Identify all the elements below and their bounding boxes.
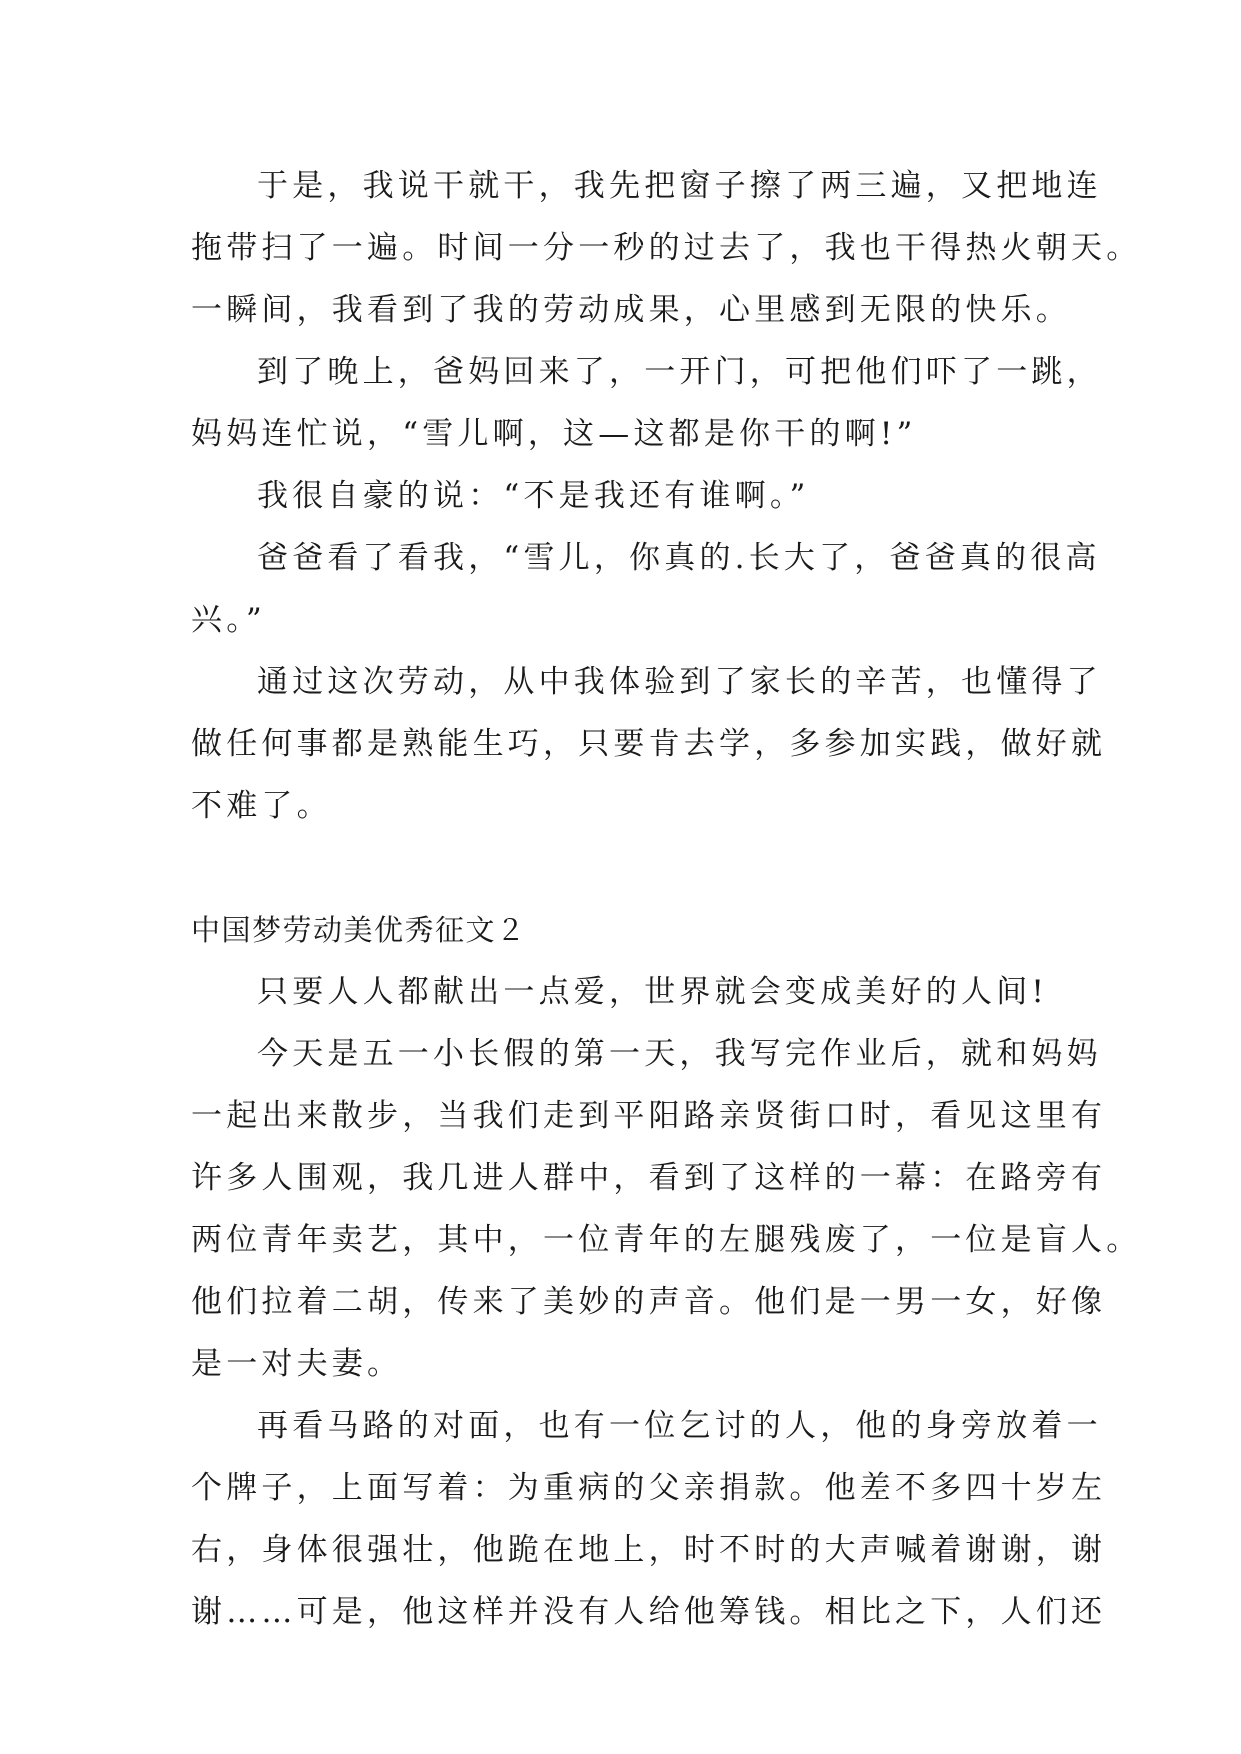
text-line: 妈妈连忙说，“雪儿啊，这—这都是你干的啊!” xyxy=(191,416,917,452)
text-line: 做任何事都是熟能生巧，只要肯去学，多参加实践，做好就 xyxy=(191,726,1107,762)
paragraph xyxy=(191,465,1053,527)
paragraph xyxy=(191,961,1053,1023)
text-line: 兴。” xyxy=(191,602,266,638)
text-line: 我很自豪的说：“不是我还有谁啊。” xyxy=(257,478,810,514)
section-title-text: 中国梦劳动美优秀征文２ xyxy=(191,913,527,947)
text-line: 一瞬间，我看到了我的劳动成果，心里感到无限的快乐。 xyxy=(191,292,1071,328)
section-spacer xyxy=(191,837,1053,899)
text-line: 谢……可是，他这样并没有人给他筹钱。相比之下，人们还 xyxy=(191,1594,1107,1630)
paragraph xyxy=(191,1395,1107,1643)
paragraph xyxy=(191,341,1102,465)
text-line: 再看马路的对面，也有一位乞讨的人，他的身旁放着一 xyxy=(257,1408,1102,1444)
document-body xyxy=(191,155,1142,1643)
text-line: 爸爸看了看我，“雪儿，你真的.长大了，爸爸真的很高 xyxy=(257,540,1101,576)
text-line: 只要人人都献出一点爱，世界就会变成美好的人间! xyxy=(257,974,1049,1010)
text-line: 通过这次劳动，从中我体验到了家长的辛苦，也懂得了 xyxy=(257,664,1102,700)
section-title xyxy=(191,899,1053,961)
text-line: 不难了。 xyxy=(191,788,332,824)
text-line: 今天是五一小长假的第一天，我写完作业后，就和妈妈 xyxy=(257,1036,1102,1072)
paragraph xyxy=(191,1023,1142,1395)
text-line: 许多人围观，我几进人群中，看到了这样的一幕：在路旁有 xyxy=(191,1160,1107,1196)
text-line: 到了晚上，爸妈回来了，一开门，可把他们吓了一跳， xyxy=(257,354,1102,390)
paragraph xyxy=(191,527,1101,651)
text-line: 他们拉着二胡，传来了美妙的声音。他们是一男一女，好像 xyxy=(191,1284,1107,1320)
text-line: 右，身体很强壮，他跪在地上，时不时的大声喊着谢谢，谢 xyxy=(191,1532,1107,1568)
paragraph xyxy=(191,155,1142,341)
text-line: 于是，我说干就干，我先把窗子擦了两三遍，又把地连 xyxy=(257,168,1102,204)
text-line: 拖带扫了一遍。时间一分一秒的过去了，我也干得热火朝天。 xyxy=(191,230,1142,266)
paragraph xyxy=(191,651,1107,837)
text-line: 一起出来散步，当我们走到平阳路亲贤街口时，看见这里有 xyxy=(191,1098,1107,1134)
text-line: 两位青年卖艺，其中，一位青年的左腿残废了，一位是盲人。 xyxy=(191,1222,1142,1258)
text-line: 是一对夫妻。 xyxy=(191,1346,403,1382)
text-line: 个牌子，上面写着：为重病的父亲捐款。他差不多四十岁左 xyxy=(191,1470,1107,1506)
